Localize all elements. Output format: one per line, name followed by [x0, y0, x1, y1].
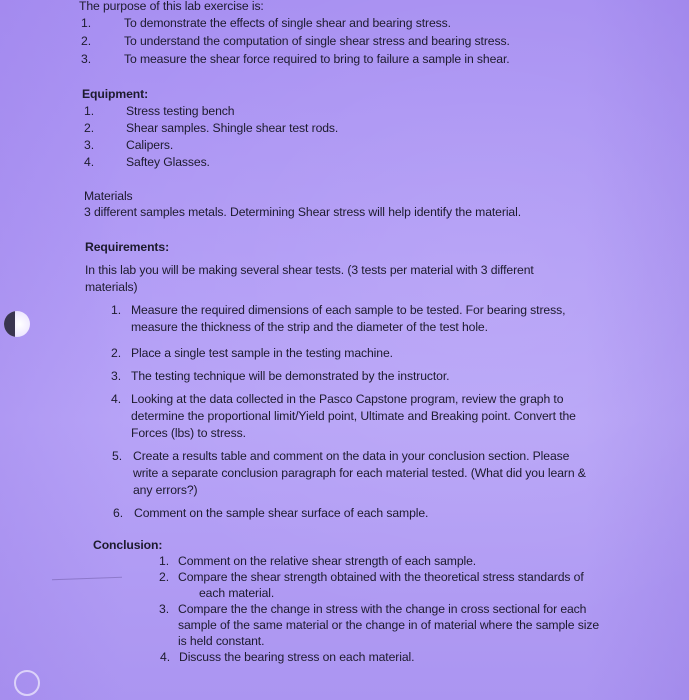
equipment-item-2-number: 2.: [84, 121, 95, 135]
purpose-item-2-number: 2.: [81, 34, 92, 48]
conclusion-3-line-3: is held constant.: [178, 634, 265, 648]
requirement-3-number: 3.: [111, 369, 122, 383]
requirement-5-number: 5.: [112, 449, 123, 463]
purpose-item-1-number: 1.: [81, 16, 92, 30]
requirements-heading: Requirements:: [85, 240, 170, 254]
binder-ring-icon: [14, 670, 40, 696]
conclusion-3-number: 3.: [159, 602, 170, 616]
conclusion-3-line-1: Compare the the change in stress with the change in cross sectional for each: [178, 602, 587, 616]
purpose-item-3: To measure the shear force required to bring to failure a sample in shear.: [124, 52, 510, 66]
conclusion-2-line-1: Compare the shear strength obtained with the theoretical stress standards of: [178, 570, 584, 584]
requirement-5-line-3: any errors?): [133, 483, 198, 497]
requirement-4-line-1: Looking at the data collected in the Pasco Capstone program, review the graph to: [131, 392, 564, 406]
equipment-item-1-number: 1.: [84, 104, 95, 118]
pencil-mark: [52, 577, 122, 580]
materials-heading: Materials: [84, 189, 133, 203]
requirement-2-number: 2.: [111, 346, 122, 360]
equipment-item-3: Calipers.: [126, 138, 174, 152]
conclusion-4-number: 4.: [160, 650, 171, 664]
purpose-item-1: To demonstrate the effects of single shear and bearing stress.: [124, 16, 451, 30]
equipment-item-4: Saftey Glasses.: [126, 155, 210, 169]
equipment-item-3-number: 3.: [84, 138, 95, 152]
materials-text: 3 different samples metals. Determining Shear stress will help identify the material.: [84, 205, 521, 219]
conclusion-1-number: 1.: [159, 554, 170, 568]
requirement-4-line-3: Forces (lbs) to stress.: [131, 426, 246, 440]
requirement-5-line-2: write a separate conclusion paragraph for each material tested. (What did you learn &: [133, 466, 586, 480]
conclusion-2-line-2: each material.: [199, 586, 275, 600]
requirement-6-line-1: Comment on the sample shear surface of each sample.: [134, 506, 429, 520]
requirements-intro-line-1: In this lab you will be making several shear tests. (3 tests per material with 3 different: [85, 263, 534, 277]
requirement-1-line-1: Measure the required dimensions of each sample to be tested. For bearing stress,: [131, 303, 566, 317]
conclusion-4-line-1: Discuss the bearing stress on each material.: [179, 650, 415, 664]
requirement-2-line-1: Place a single test sample in the testing machine.: [131, 346, 393, 360]
purpose-item-2: To understand the computation of single shear stress and bearing stress.: [124, 34, 510, 48]
requirement-5-line-1: Create a results table and comment on the data in your conclusion section. Please: [133, 449, 570, 463]
requirement-1-line-2: measure the thickness of the strip and the diameter of the test hole.: [131, 320, 488, 334]
requirement-1-number: 1.: [111, 303, 122, 317]
requirement-4-line-2: determine the proportional limit/Yield point, Ultimate and Breaking point. Convert the: [131, 409, 576, 423]
equipment-heading: Equipment:: [82, 87, 149, 101]
conclusion-1-line-1: Comment on the relative shear strength of each sample.: [178, 554, 477, 568]
equipment-item-4-number: 4.: [84, 155, 95, 169]
requirement-3-line-1: The testing technique will be demonstrated by the instructor.: [131, 369, 450, 383]
binder-hole-icon: [4, 311, 30, 337]
equipment-item-2: Shear samples. Shingle shear test rods.: [126, 121, 339, 135]
conclusion-heading: Conclusion:: [93, 538, 163, 552]
conclusion-3-line-2: sample of the same material or the change in of material where the sample size: [178, 618, 600, 632]
requirement-6-number: 6.: [113, 506, 124, 520]
purpose-item-3-number: 3.: [81, 52, 92, 66]
conclusion-2-number: 2.: [159, 570, 170, 584]
requirement-4-number: 4.: [111, 392, 122, 406]
equipment-item-1: Stress testing bench: [126, 104, 235, 118]
purpose-heading: The purpose of this lab exercise is:: [79, 0, 264, 13]
requirements-intro-line-2: materials): [85, 280, 138, 294]
